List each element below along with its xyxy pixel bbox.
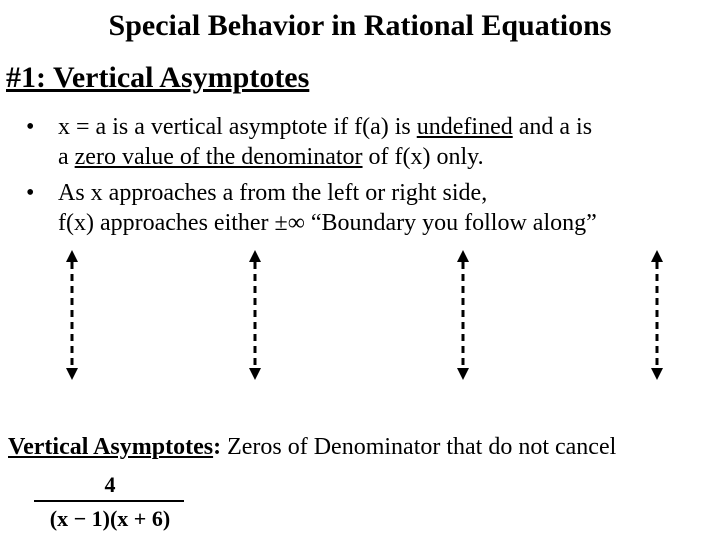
page-title: Special Behavior in Rational Equations <box>108 9 612 42</box>
fraction-numerator: 4 <box>104 472 116 497</box>
asymptote-arrow-icon <box>457 250 469 380</box>
definition-label: Vertical Asymptotes <box>8 434 214 460</box>
definition-text: Zeros of Denominator that do not cancel <box>221 434 617 460</box>
asymptote-arrow-icon <box>249 250 261 380</box>
example-fraction <box>30 472 190 536</box>
asymptote-arrow-icon <box>66 250 78 380</box>
bullet-text: As x approaches a from the left or right side, f(x) approaches either ±∞ “Boundary you follow along” <box>58 180 597 236</box>
bullet-text: x = a is a vertical asymptote if f(a) is undefined and a is a zero value of the denominator of f(x) only. <box>58 114 593 170</box>
asymptote-arrow-icon <box>651 250 663 380</box>
fraction-denominator: (x − 1)(x + 6) <box>49 506 171 531</box>
fraction-bar <box>34 500 184 502</box>
definition-line: Vertical Asymptotes: Zeros of Denominator that do not cancel <box>8 434 617 460</box>
bullet-dot: • <box>26 180 35 206</box>
section-subtitle: #1: Vertical Asymptotes <box>6 61 310 94</box>
bullet-dot: • <box>26 114 35 140</box>
